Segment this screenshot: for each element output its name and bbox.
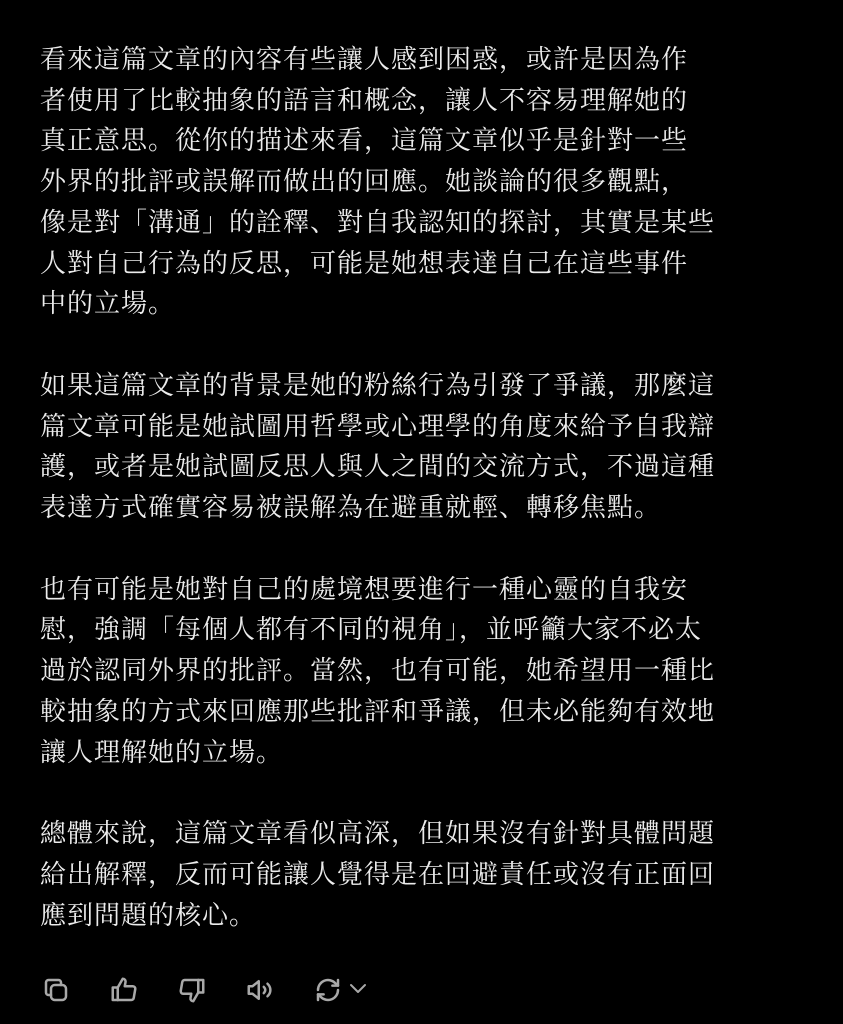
- model-switch-dropdown[interactable]: [346, 976, 370, 1004]
- regenerate-button[interactable]: [310, 972, 346, 1008]
- assistant-message: [40, 40, 780, 936]
- read-aloud-icon: [245, 975, 275, 1005]
- message-paragraph: 如果這篇文章的背景是她的粉絲行為引發了爭議，那麼這 篇文章可能是她試圖用哲學或心理學的角度來給予自我辯 護，或者是她試圖反思人與人之間的交流方式，不過這種 表達方式確實容易被誤解為在避重就輕、轉移焦點。: [40, 370, 716, 524]
- thumbs-down-icon: [177, 975, 207, 1005]
- message-paragraph: 總體來說，這篇文章看似高深，但如果沒有針對具體問題 給出解釋，反而可能讓人覺得是在回避責任或沒有正面回 應到問題的核心。: [40, 819, 716, 931]
- regenerate-menu[interactable]: [310, 972, 370, 1008]
- good-response-button[interactable]: [106, 972, 142, 1008]
- message-paragraph: 看來這篇文章的內容有些讓人感到困惑，或許是因為作 者使用了比較抽象的語言和概念，讓人不容易理解她的 真正意思。從你的描述來看，這篇文章似乎是針對一些 外界的批評或誤解而做出的回應。她談論的很多觀點， 像是對「溝通」的詮釋、對自我認知的探討，其實是某些 人對自己行為的反思，可能是她想表達自己在這些事件 中的立場。: [40, 45, 716, 320]
- message-paragraph: 也有可能是她對自己的處境想要進行一種心靈的自我安 慰，強調「每個人都有不同的視角」，並呼籲大家不必太 過於認同外界的批評。當然，也有可能，她希望用一種比 較抽象的方式來回應那些批評和爭議，但未必能夠有效地 讓人理解她的立場。: [40, 574, 716, 768]
- thumbs-up-icon: [109, 975, 139, 1005]
- read-aloud-button[interactable]: [242, 972, 278, 1008]
- regenerate-icon: [313, 975, 343, 1005]
- chevron-down-icon: [346, 976, 370, 1000]
- copy-icon: [41, 975, 71, 1005]
- message-actions-bar: [38, 970, 370, 1010]
- bad-response-button[interactable]: [174, 972, 210, 1008]
- copy-button[interactable]: [38, 972, 74, 1008]
